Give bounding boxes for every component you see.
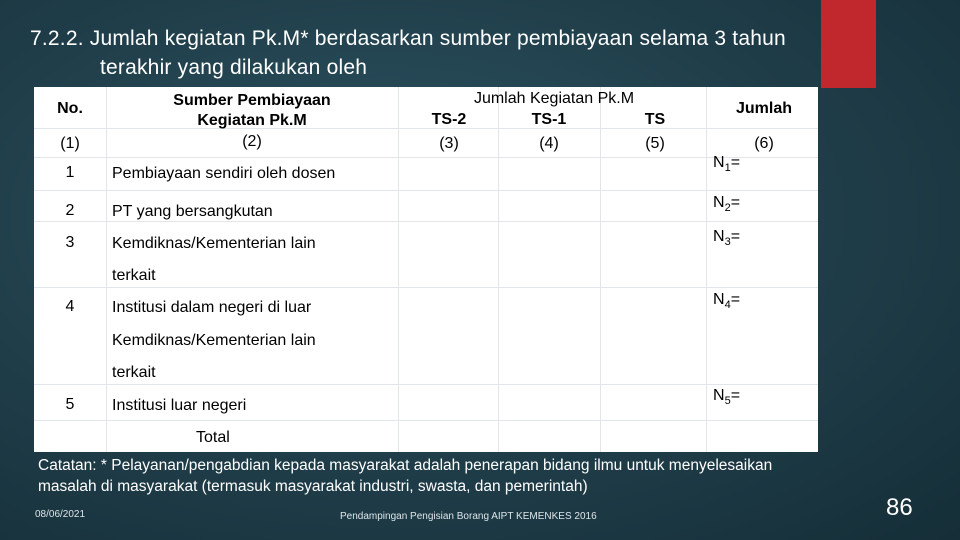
n-equals: = (730, 387, 741, 404)
colnum-6: (6) (754, 135, 774, 152)
row-4-no: 4 (65, 298, 75, 315)
header-jumlah: Jumlah (735, 100, 792, 117)
footer-text: Pendampingan Pengisian Borang AIPT KEMENKES 2016 (340, 511, 597, 522)
header-ts-1: TS-1 (531, 111, 567, 128)
grid-line (34, 221, 818, 222)
n-equals: = (730, 154, 741, 171)
grid-line (34, 287, 818, 288)
grid-line (398, 87, 399, 452)
n-equals: = (730, 291, 741, 308)
slide-title (30, 24, 900, 82)
colnum-3: (3) (439, 135, 459, 152)
row-5-source: Institusi luar negeri (112, 397, 247, 414)
header-sumber (134, 91, 370, 131)
row-4-source-line1: Institusi dalam negeri di luar (112, 299, 312, 316)
header-ts: TS (644, 111, 666, 128)
footnote (38, 455, 918, 497)
row-3-source-line2: terkait (112, 267, 156, 284)
grid-line (706, 87, 707, 452)
n-equals: = (730, 228, 741, 245)
page-number: 86 (886, 494, 913, 521)
row-5-n (713, 387, 740, 407)
header-sumber-line2: Kegiatan Pk.M (197, 112, 307, 129)
header-sumber-line1: Sumber Pembiayaan (173, 92, 331, 109)
grid-line (498, 87, 499, 452)
header-jumlah-kegiatan: Jumlah Kegiatan Pk.M (473, 90, 635, 107)
n-label: N (713, 291, 725, 308)
data-table (34, 87, 818, 452)
grid-line (34, 190, 818, 191)
row-4-n (713, 291, 740, 311)
colnum-1: (1) (60, 135, 80, 152)
title-line-1: 7.2.2. Jumlah kegiatan Pk.M* berdasarkan sumber pembiayaan selama 3 tahun (30, 27, 786, 50)
row-5-no: 5 (65, 396, 75, 413)
n-subscript: 3 (724, 236, 731, 249)
row-1-source: Pembiayaan sendiri oleh dosen (112, 165, 336, 182)
grid-line (106, 87, 107, 452)
n-label: N (713, 228, 725, 245)
colnum-4: (4) (539, 135, 559, 152)
row-4-source-line2: Kemdiknas/Kementerian lain (112, 332, 316, 349)
n-label: N (713, 154, 725, 171)
colnum-2: (2) (242, 133, 262, 150)
colnum-5: (5) (645, 135, 665, 152)
row-1-no: 1 (65, 164, 75, 181)
total-label: Total (196, 429, 230, 446)
row-3-source-line1: Kemdiknas/Kementerian lain (112, 235, 316, 252)
row-2-no: 2 (65, 202, 75, 219)
n-equals: = (730, 194, 741, 211)
footnote-line-1: Catatan: * Pelayanan/pengabdian kepada masyarakat adalah penerapan bidang ilmu untuk menyelesaikan (38, 457, 773, 474)
row-3-no: 3 (65, 234, 75, 251)
n-label: N (713, 194, 725, 211)
n-subscript: 4 (724, 299, 731, 312)
header-ts-2: TS-2 (431, 111, 467, 128)
grid-line (34, 420, 818, 421)
row-3-n (713, 228, 740, 248)
title-line-2: terakhir yang dilakukan oleh (100, 56, 368, 79)
grid-line (600, 87, 601, 452)
n-subscript: 1 (724, 162, 731, 175)
header-no: No. (57, 100, 83, 117)
row-4-source-line3: terkait (112, 364, 156, 381)
n-subscript: 2 (724, 202, 731, 215)
grid-line (34, 157, 818, 158)
row-2-source: PT yang bersangkutan (112, 203, 273, 220)
footnote-line-2: masalah di masyarakat (termasuk masyarakat industri, swasta, dan pemerintah) (38, 478, 588, 495)
footer-date: 08/06/2021 (35, 509, 86, 520)
grid-line (34, 384, 818, 385)
n-label: N (713, 387, 725, 404)
n-subscript: 5 (724, 395, 731, 408)
row-1-n (713, 154, 740, 174)
row-2-n (713, 194, 740, 214)
